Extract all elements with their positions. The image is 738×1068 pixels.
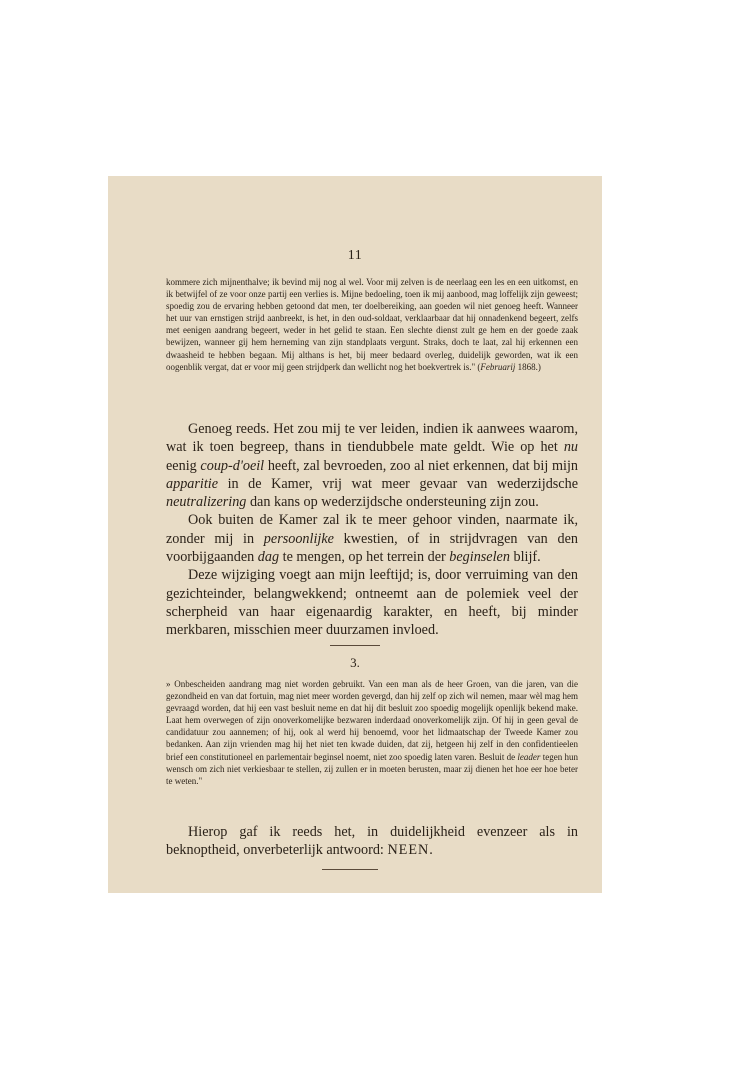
- book-page: [108, 176, 602, 893]
- section-number: 3.: [350, 655, 360, 670]
- paragraph: Hierop gaf ik reeds het, in duidelijkheid evenzeer als in beknoptheid, onverbeterlijk antwoord: NEEN.: [166, 824, 578, 859]
- quote-block: [166, 276, 578, 373]
- paragraph: Ook buiten de Kamer zal ik te meer gehoor vinden, naarmate ik, zonder mij in persoonlijke kwestien, of in strijdvragen van den voorbijgaanden dag te mengen, op het terrein der beginselen blijf.: [166, 512, 578, 566]
- divider: [330, 645, 380, 646]
- quote-block-2: [166, 678, 578, 787]
- divider: [322, 869, 378, 870]
- paragraph: Deze wijziging voegt aan mijn leeftijd; is, door verruiming van den gezichteinder, belangwekkend; ontneemt aan de polemiek veel der scherpheid van haar eigenaardig karakter, en heeft, bij minder merkbaren, misschien meer duurzamen invloed.: [166, 567, 578, 639]
- quote-paragraph: » Onbescheiden aandrang mag niet worden gebruikt. Van een man als de heer Groen, van die jaren, van die gezondheid en van dat fortuin, mag niet meer worden gevergd, dan hij zelf op zich wil nemen, maar wèl mag hem gevraagd worden, dat hij een vast besluit neme en dat hij dit besluit zoo spoedig mogelijk openlijk bekend make. Laat hem overwegen of zijn onoverkomelijke bezwaren inderdaad onoverkomelijk zijn. Of hij in geen geval de candidatuur zou aannemen; of hij, ook al werd hij benoemd, voor het lidmaatschap der Tweede Kamer zou bedanken. Aan zijn vrienden mag hij het niet ten kwade duiden, dat zij, hetgeen hij zelf in den confidentieelen brief een constitutioneel en parlementair beginsel noemt, niet zoo spoedig laten varen. Besluit de leader tegen hun wensch om zich niet verkiesbaar te stellen, zij zullen er in moeten berusten, maar zij dienen het hoe eer hoe beter te weten.": [166, 679, 578, 786]
- page-number: 11: [347, 248, 363, 263]
- main-text: [166, 420, 578, 640]
- quote-paragraph: kommere zich mijnenthalve; ik bevind mij nog al wel. Voor mij zelven is de neerlaag een les en een uitkomst, en ik betwijfel of ze voor onze partij een verlies is. Mijne bedoeling, toen ik mij aanbood, mag loffelijk zijn geweest; spoedig zou de ervaring hebben getoond dat men, ter doelbereiking, aan goeden wil niet genoeg heeft. Wanneer het uur van ernstigen strijd aanbreekt, is het, in den oud-soldaat, verklaarbaar dat hij onnadenkend begeert, zelfs met eenigen aandrang begeert, weder in het gelid te staan. Een slechte dienst zult ge hem en der goede zaak bewijzen, wanneer gij hem herneming van zijn standplaats vergunt. Straks, doch te laat, zal hij erkennen een dwaasheid te hebben begaan. Mij althans is het, bij meer bedaard overleg, duidelijk geworden, wat ik een oogenblik vergat, dat er voor mij geen strijdperk dan wellicht nog het boekvertrek is." (Februarij 1868.): [166, 277, 578, 372]
- answer-text: [166, 823, 578, 860]
- paragraph: Genoeg reeds. Het zou mij te ver leiden, indien ik aanwees waarom, wat ik toen begreep, thans in tiendubbele mate geldt. Wie op het nu eenig coup-d'oeil heeft, zal bevroeden, zoo al niet erkennen, dat bij mijn apparitie in de Kamer, vrij wat meer gevaar van wederzijdsche neutralizering dan kans op wederzijdsche ondersteuning zijn zou.: [166, 421, 578, 511]
- quote-date-month: Februarij: [480, 361, 516, 372]
- answer-word: NEEN.: [387, 842, 434, 859]
